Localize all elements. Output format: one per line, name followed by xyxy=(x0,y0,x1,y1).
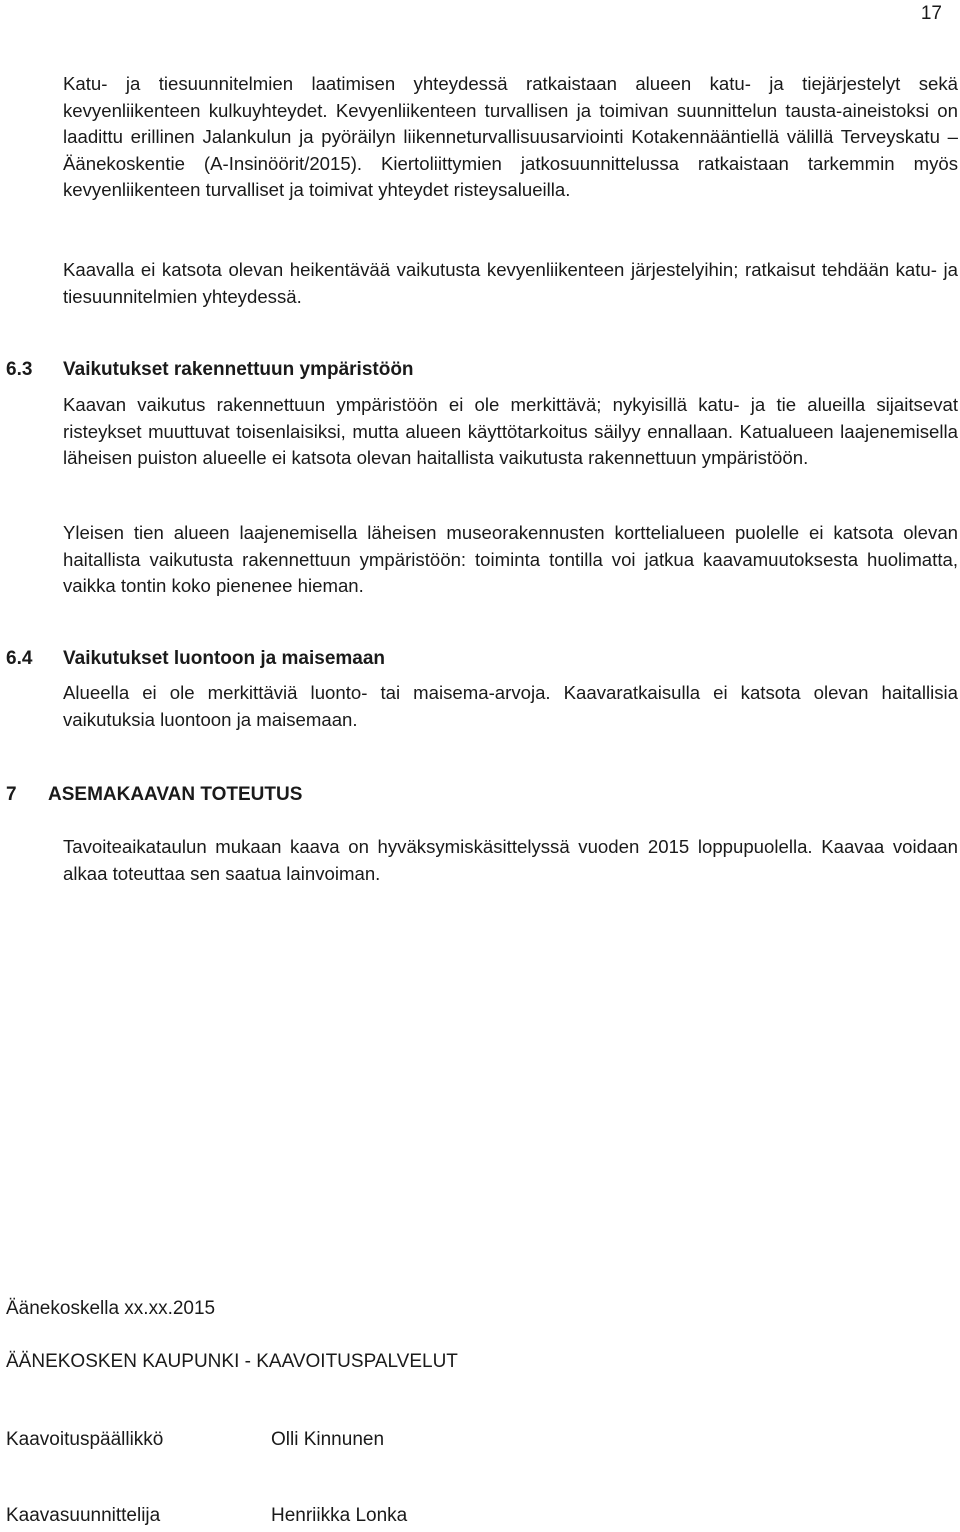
signature-organization: ÄÄNEKOSKEN KAUPUNKI - KAAVOITUSPALVELUT xyxy=(6,1351,458,1372)
section-7-heading xyxy=(6,784,906,810)
section-6-4-title: Vaikutukset luontoon ja maisemaan xyxy=(63,648,386,669)
signature-name-2: Henriikka Lonka xyxy=(271,1505,408,1526)
section-6-3-title: Vaikutukset rakennettuun ympäristöön xyxy=(63,359,414,380)
section-6-4-heading xyxy=(6,648,906,674)
signature-role-1: Kaavoituspäällikkö xyxy=(6,1429,164,1450)
signature-place-date: Äänekoskella xx.xx.2015 xyxy=(6,1298,216,1319)
section-6-3-heading xyxy=(6,359,906,385)
section-7-title: ASEMAKAAVAN TOTEUTUS xyxy=(48,784,303,805)
section-6-3-paragraph-2: Yleisen tien alueen laajenemisella läheisen museorakennusten korttelialueen puolelle ei katsota olevan haitallista vaikutusta rakennettuun ympäristöön: toiminta tontilla voi jatkua kaavamuutoksesta huolimatta, vaikka tontin koko pienenee hieman. xyxy=(63,522,958,596)
intro-paragraph-1: Katu- ja tiesuunnitelmien laatimisen yhteydessä ratkaistaan alueen katu- ja tiejärjestelyt sekä kevyenliikenteen kulkuyhteydet. Kevyenliikenteen turvallisen ja toimivan suunnittelun tausta-aineistoksi on laadittu erillinen Jalankulun ja pyöräilyn liikenneturvallisuusarviointi Kotakennääntiellä välillä Terveyskatu – Äänekoskentie (A-Insinöörit/2015). Kiertoliittymien jatkosuunnittelussa ratkaistaan tarkemmin myös kevyenliikenteen turvalliset ja toimivat yhteydet risteysalueilla. xyxy=(63,73,958,200)
signature-role-2: Kaavasuunnittelija xyxy=(6,1505,161,1526)
intro-paragraph-2: Kaavalla ei katsota olevan heikentävää vaikutusta kevyenliikenteen järjestelyihin; ratkaisut tehdään katu- ja tiesuunnitelmien yhteydessä. xyxy=(63,259,958,307)
section-6-3-number: 6.3 xyxy=(6,359,33,380)
section-6-3-paragraph-1: Kaavan vaikutus rakennettuun ympäristöön ei ole merkittävä; nykyisillä katu- ja tie alueilla sijaitsevat risteykset muuttuvat toisenlaisiksi, mutta alueen käyttötarkoitus säilyy ennallaan. Katualueen laajenemisella läheisen puiston alueelle ei katsota olevan haitallista vaikutusta rakennettuun ympäristöön. xyxy=(63,394,958,468)
page-number: 17 xyxy=(920,3,942,24)
signature-name-1: Olli Kinnunen xyxy=(271,1429,385,1450)
section-7-number: 7 xyxy=(6,784,17,805)
section-6-4-paragraph-1: Alueella ei ole merkittäviä luonto- tai maisema-arvoja. Kaavaratkaisulla ei katsota olevan haitallisia vaikutuksia luontoon ja maisemaan. xyxy=(63,682,958,730)
section-7-paragraph-1: Tavoiteaikataulun mukaan kaava on hyväksymiskäsittelyssä vuoden 2015 loppupuolella. Kaavaa voidaan alkaa toteuttaa sen saatua lainvoiman. xyxy=(63,836,958,884)
section-6-4-number: 6.4 xyxy=(6,648,33,669)
